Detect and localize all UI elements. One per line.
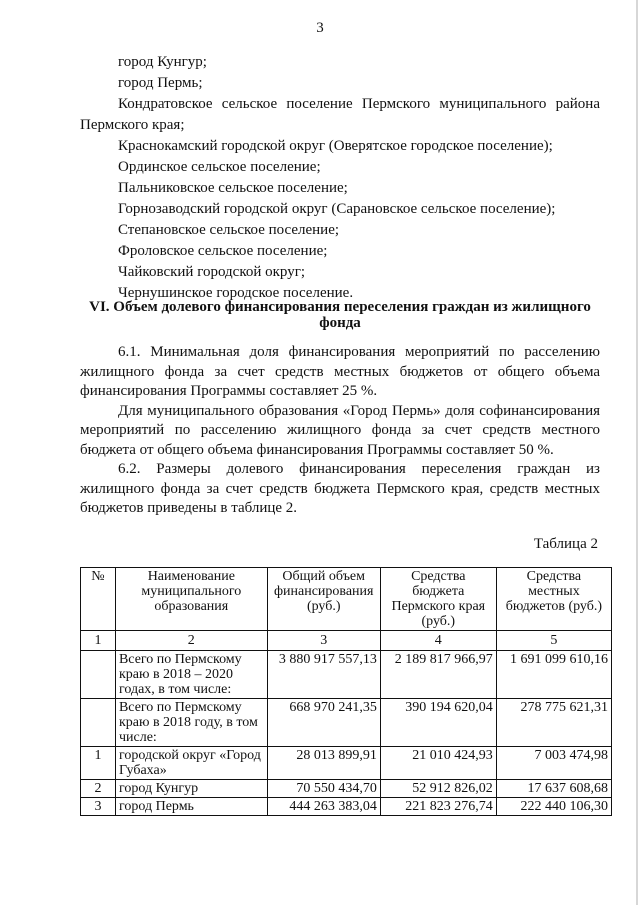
row-name: Всего по Пермскому краю в 2018 году, в том числе: [115,699,267,747]
list-item: город Пермь; [118,75,203,91]
row-local: 1 691 099 610,16 [496,651,611,699]
table-row [81,651,612,699]
row-no: 2 [81,780,116,798]
paragraph-6-2: 6.2. Размеры долевого финансирования переселения граждан из жилищного фонда за счет средств бюджета Пермского края, средств местных бюджетов приведены в таблице 2. [80,461,600,516]
row-krai: 21 010 424,93 [380,747,496,780]
list-item: Степановское сельское поселение; [118,222,340,238]
row-krai: 390 194 620,04 [380,699,496,747]
row-name: город Пермь [115,798,267,816]
row-name: город Кунгур [115,780,267,798]
list-item: Чайковский городской округ; [118,264,306,280]
header-name: Наименование муниципального образования [115,568,267,631]
header-local-budget: Средства местных бюджетов (руб.) [496,568,611,631]
row-total: 3 880 917 557,13 [267,651,380,699]
column-number-row [81,631,612,651]
municipalities-list [80,52,600,304]
row-krai: 52 912 826,02 [380,780,496,798]
row-no: 3 [81,798,116,816]
list-item: Горнозаводский городской округ (Сарановское сельское поселение); [118,201,556,217]
row-no: 1 [81,747,116,780]
list-item: Кондратовское сельское поселение Пермского муниципального района Пермского края; [80,96,600,133]
row-krai: 2 189 817 966,97 [380,651,496,699]
list-item: город Кунгур; [118,54,207,70]
list-item: Ординское сельское поселение; [118,159,321,175]
table-caption: Таблица 2 [533,536,598,552]
row-local: 278 775 621,31 [496,699,611,747]
row-krai: 221 823 276,74 [380,798,496,816]
row-total: 28 013 899,91 [267,747,380,780]
row-total: 444 263 383,04 [267,798,380,816]
page-edge [636,0,638,905]
column-number: 3 [267,631,380,651]
section-body [80,343,600,519]
section-heading: VI. Объем долевого финансирования переселения граждан из жилищного фонда [89,299,591,331]
list-item: Краснокамский городской округ (Оверятское городское поселение); [118,138,553,154]
row-local: 7 003 474,98 [496,747,611,780]
row-no [81,699,116,747]
row-total: 668 970 241,35 [267,699,380,747]
row-total: 70 550 434,70 [267,780,380,798]
row-name: Всего по Пермскому краю в 2018 – 2020 годах, в том числе: [115,651,267,699]
header-krai-budget: Средства бюджета Пермского края (руб.) [380,568,496,631]
financing-table [80,567,612,816]
list-item: Пальниковское сельское поселение; [118,180,348,196]
column-number: 4 [380,631,496,651]
column-number: 2 [115,631,267,651]
table-row [81,798,612,816]
list-item: Чернушинское городское поселение. [118,285,354,301]
column-number: 5 [496,631,611,651]
row-local: 17 637 608,68 [496,780,611,798]
table-row [81,747,612,780]
page-number: 3 [316,20,324,36]
row-no [81,651,116,699]
paragraph-perm-share: Для муниципального образования «Город Пермь» доля софинансирования мероприятий по расселению жилищного фонда за счет средств местного бюджета от общего объема финансирования Программы составляет 50 %. [80,402,600,458]
column-number: 1 [81,631,116,651]
paragraph-6-1: 6.1. Минимальная доля финансирования мероприятий по расселению жилищного фонда за счет средств местных бюджетов от общего объема финансирования Программы составляет 25 %. [80,344,600,399]
row-local: 222 440 106,30 [496,798,611,816]
list-item: Фроловское сельское поселение; [118,243,328,259]
table-row [81,699,612,747]
table-row [81,780,612,798]
row-name: городской округ «Город Губаха» [115,747,267,780]
header-total: Общий объем финансирования (руб.) [267,568,380,631]
table-header-row [81,568,612,631]
header-no: № [81,568,116,631]
